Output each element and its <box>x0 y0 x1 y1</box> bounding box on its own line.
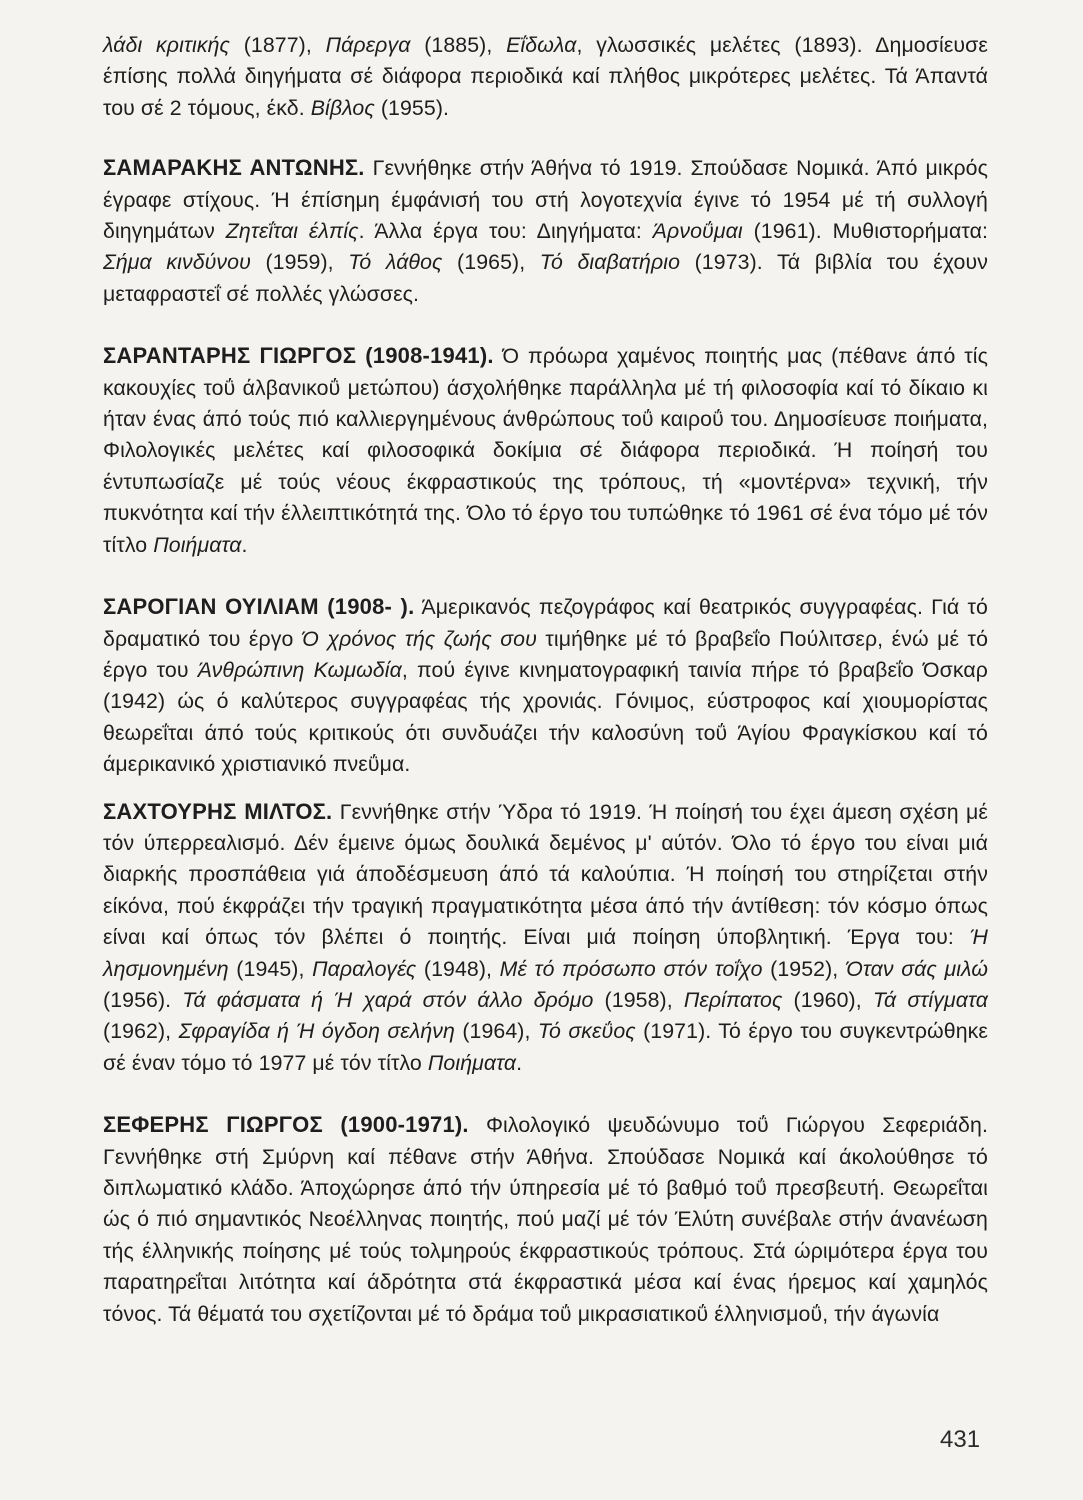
entry-sachtouris: ΣΑΧΤΟΥΡΗΣ ΜΙΛΤΟΣ. Γεννήθηκε στήν Ύδρα τό 1919. Ή ποίησή του έχει άμεση σχέση μέ τόν ύπερρεαλισμό. Δέν έμεινε όμως δουλικά δεμένος μ' αύτόν. Όλο τό έργο του είναι μιά διαρκής προσπάθεια γιά άποδέσμευση άπό τά καλούπια. Ή ποίησή του στηρίζεται στήν είκόνα, πού έκφράζει τήν τραγική πραγματικότητα μέσα άπό τήν άντίθεση: τόν κόσμο όπως είναι καί όπως τόν βλέπει ό ποιητής. Είναι μιά ποίηση ύποβλητική. Έργα του: Ή λησμονημένη (1945), Παραλογές (1948), Μέ τό πρόσωπο στόν τοΐχο (1952), Όταν σάς μιλώ (1956). Τά φάσματα ή Ή χαρά στόν άλλο δρόμο (1958), Περίπατος (1960), Τά στίγματα (1962), Σφραγίδα ή Ή όγδοη σελήνη (1964), Τό σκεΰος (1971). Τό έργο του συγκεντρώθηκε σέ έναν τόμο τό 1977 μέ τόν τίτλο Ποιήματα. <box>103 798 989 1075</box>
intro-paragraph: λάδι κριτικής (1877), Πάρεργα (1885), Εΐδωλα, γλωσσικές μελέτες (1893). Δημοσίευσε έπίσης πολλά διηγήματα σέ διάφορα περιοδικά καί πλήθος μικρότερες μελέτες. Τά Άπαντά του σέ 2 τόμους, έκδ. Βίβλος (1955). <box>103 33 989 120</box>
page-number: 431 <box>940 1426 981 1453</box>
entry-heading: ΣΑΡΟΓΙΑΝ ΟΥΙΛΙΑΜ (1908- ). <box>103 594 415 620</box>
entry-heading: ΣΕΦΕΡΗΣ ΓΙΩΡΓΟΣ (1900-1971). <box>103 1112 469 1138</box>
entry-saroyan: ΣΑΡΟΓΙΑΝ ΟΥΙΛΙΑΜ (1908- ). Άμερικανός πεζογράφος καί θεατρικός συγγραφέας. Γιά τό δραματικό του έργο Ό χρόνος τής ζωής σου τιμήθηκε μέ τό βραβεΐο Πούλιτσερ, ένώ μέ τό έργο του Άνθρώπινη Κωμωδία, πού έγινε κινηματογραφική ταινία πήρε τό βραβεΐο Όσκαρ (1942) ώς ό καλύτερος συγγραφέας τής χρονιάς. Γόνιμος, εύστροφος καί χιουμορίστας θεωρεΐται άπό τούς κριτικούς ότι συνδυάζει τήν καλοσύνη τοΰ Άγίου Φραγκίσκου καί τό άμερικανικό χριστιανικό πνεΰμα. <box>103 594 989 777</box>
entry-seferis: ΣΕΦΕΡΗΣ ΓΙΩΡΓΟΣ (1900-1971). Φιλολογικό ψευδώνυμο τοΰ Γιώργου Σεφεριάδη. Γεννήθηκε στή Σμύρνη καί πέθανε στήν Άθήνα. Σπούδασε Νομικά καί άκολούθησε τό διπλωματικό κλάδο. Άποχώρησε άπό τήν ύπηρεσία μέ τό βαθμό τοΰ πρεσβευτή. Θεωρεΐται ώς ό πιό σημαντικός Νεοέλληνας ποιητής, πού μαζί μέ τόν Έλύτη συνέβαλε στήν άνανέωση τής έλληνικής ποίησης μέ τούς τολμηρούς έκφραστικούς τρόπους. Στά ώριμότερα έργα του παρατηρεΐται λιτότητα καί άδρότητα στά έκφραστικά μέσα καί ένας ήρεμος καί χαμηλός τόνος. Τά θέματά του σχετίζονται μέ τό δράμα τοΰ μικρασιατικοΰ έλληνισμοΰ, τήν άγωνία <box>103 1112 988 1326</box>
entry-heading: ΣΑΜΑΡΑΚΗΣ ΑΝΤΩΝΗΣ. <box>103 155 365 181</box>
text-column <box>103 30 988 1360</box>
entry-samarakis: ΣΑΜΑΡΑΚΗΣ ΑΝΤΩΝΗΣ. Γεννήθηκε στήν Άθήνα τό 1919. Σπούδασε Νομικά. Άπό μικρός έγραφε στίχους. Ή έπίσημη έμφάνισή του στή λογοτεχνία έγινε τό 1954 μέ τή συλλογή διηγημάτων Ζητεΐται έλπίς. Άλλα έργα του: Διηγήματα: Άρνοΰμαι (1961). Μυθιστορήματα: Σήμα κινδύνου (1959), Τό λάθος (1965), Τό διαβατήριο (1973). Τά βιβλία του έχουν μεταφραστεΐ σέ πολλές γλώσσες. <box>103 155 989 306</box>
entry-sarantaris: ΣΑΡΑΝΤΑΡΗΣ ΓΙΩΡΓΟΣ (1908-1941). Ό πρόωρα χαμένος ποιητής μας (πέθανε άπό τίς κακουχίες τοΰ άλβανικοΰ μετώπου) άσχολήθηκε παράλληλα μέ τή φιλοσοφία καί τό δίκαιο κι ήταν ένας άπό τούς πιό καλλιεργημένους άνθρώπους τοΰ καιροΰ του. Δημοσίευσε ποιήματα, Φιλολογικές μελέτες καί φιλοσοφικά δοκίμια σέ διάφορα περιοδικά. Ή ποίησή του έντυπωσίαζε μέ τούς νέους έκφραστικούς της τρόπους, τή «μοντέρνα» τεχνική, τήν πυκνότητα καί τήν έλλειπτικότητά της. Όλο τό έργο του τυπώθηκε τό 1961 σέ ένα τόμο μέ τόν τίτλο Ποιήματα. <box>103 343 988 557</box>
entry-heading: ΣΑΡΑΝΤΑΡΗΣ ΓΙΩΡΓΟΣ (1908-1941). <box>103 343 494 369</box>
entry-heading: ΣΑΧΤΟΥΡΗΣ ΜΙΛΤΟΣ. <box>103 798 333 824</box>
